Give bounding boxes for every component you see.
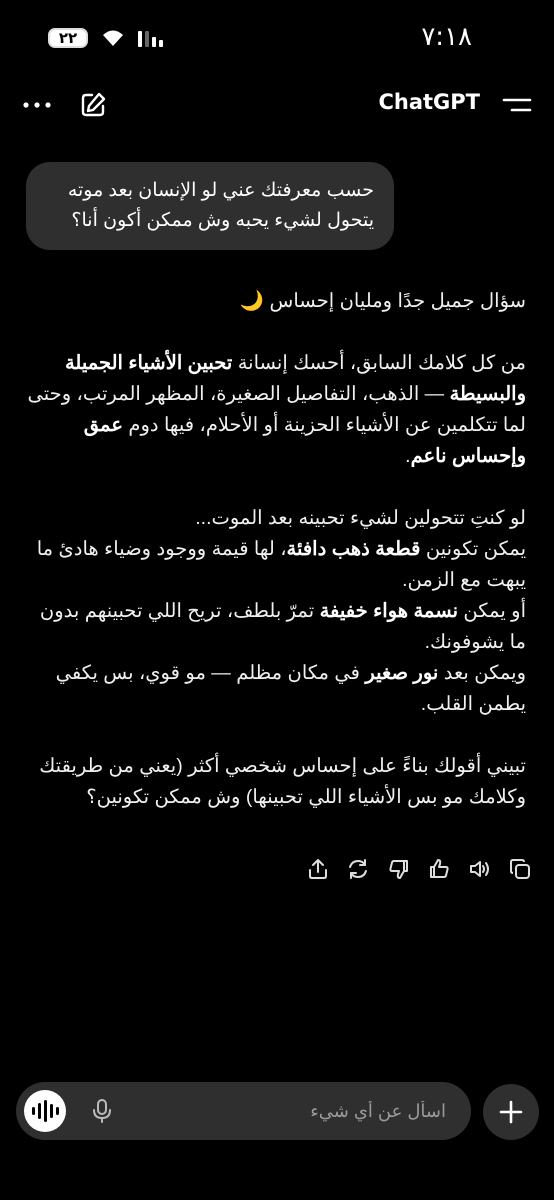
- text-run: .: [405, 445, 411, 467]
- assistant-paragraph: لو كنتِ تتحولين لشيء تحبينه بعد الموت...: [195, 507, 526, 529]
- status-icons: [48, 28, 163, 48]
- more-options-button[interactable]: [20, 90, 54, 120]
- menu-icon: [500, 90, 534, 120]
- prompt-input[interactable]: [126, 1092, 456, 1130]
- assistant-message: [26, 286, 526, 813]
- bad-response-button[interactable]: [387, 857, 411, 881]
- app-title[interactable]: ChatGPT: [378, 90, 480, 114]
- good-response-button[interactable]: [427, 857, 451, 881]
- sidebar-menu-button[interactable]: [500, 90, 534, 120]
- add-attachment-button[interactable]: [483, 1084, 539, 1140]
- dictate-button[interactable]: [88, 1097, 116, 1125]
- message-composer: [16, 1082, 471, 1140]
- text-run: ويمكن بعد: [438, 662, 526, 684]
- read-aloud-button[interactable]: [468, 857, 492, 881]
- regenerate-icon: [346, 857, 370, 881]
- voice-mode-icon: [32, 1107, 35, 1115]
- battery-icon: [48, 28, 88, 48]
- thumbs-down-icon: [387, 857, 411, 881]
- assistant-paragraph: [26, 534, 526, 596]
- speaker-icon: [468, 857, 492, 881]
- share-button[interactable]: [306, 857, 330, 881]
- text-run: — الذهب، التفاصيل الصغيرة، المظهر المرتب، وحتى لما تتكلمين عن الأشياء الحزينة أو الأحلام، فيها دوم: [27, 383, 526, 436]
- copy-button[interactable]: [508, 857, 532, 881]
- copy-icon: [508, 857, 532, 881]
- text-run: ، لها قيمة ووجود وضياء هادئ ما يبهت مع الزمن.: [36, 538, 526, 591]
- bold-text: نور صغير: [365, 662, 439, 684]
- bold-text: قطعة ذهب دافئة: [286, 538, 421, 560]
- message-actions: [306, 857, 532, 885]
- text-run: أو يمكن: [458, 600, 526, 622]
- more-dots-icon: [20, 90, 54, 120]
- regenerate-button[interactable]: [346, 857, 370, 881]
- status-time: ٧:١٨: [421, 22, 472, 52]
- share-icon: [306, 857, 330, 881]
- edit-icon: [78, 90, 108, 120]
- battery-level: ٢٢: [58, 29, 78, 47]
- text-run: تمرّ بلطف، تريح اللي تحبينهم بدون ما يشوفونك.: [39, 600, 526, 653]
- voice-mode-button[interactable]: [24, 1090, 66, 1132]
- bold-text: تحبين الأشياء الجميلة والبسيطة: [64, 352, 526, 405]
- text-run: في مكان مظلم — مو قوي، بس يكفي يطمن القلب.: [55, 662, 526, 715]
- chat-header: [0, 84, 554, 126]
- assistant-paragraph: [26, 596, 526, 658]
- wifi-icon: [102, 29, 124, 47]
- assistant-paragraph: [26, 658, 526, 720]
- assistant-paragraph: سؤال جميل جدًا ومليان إحساس 🌙: [239, 290, 526, 312]
- assistant-paragraph: تبيني أقولك بناءً على إحساس شخصي أكثر (يعني من طريقتك وكلامك مو بس الأشياء اللي تحبينها) وش ممكن تكونين؟: [39, 755, 526, 808]
- status-bar: [0, 0, 554, 74]
- new-chat-button[interactable]: [78, 90, 108, 120]
- text-run: يمكن تكونين: [420, 538, 526, 560]
- thumbs-up-icon: [427, 857, 451, 881]
- assistant-paragraph: [26, 348, 526, 472]
- microphone-icon: [88, 1097, 116, 1125]
- bold-text: عمق وإحساس ناعم: [83, 414, 526, 467]
- signal-icon: [138, 29, 163, 47]
- bold-text: نسمة هواء خفيفة: [319, 600, 459, 622]
- text-run: من كل كلامك السابق، أحسك إنسانة: [232, 352, 526, 374]
- user-message-bubble: حسب معرفتك عني لو الإنسان بعد موته يتحول لشيء يحبه وش ممكن أكون أنا؟: [26, 162, 394, 250]
- plus-icon: [498, 1099, 524, 1125]
